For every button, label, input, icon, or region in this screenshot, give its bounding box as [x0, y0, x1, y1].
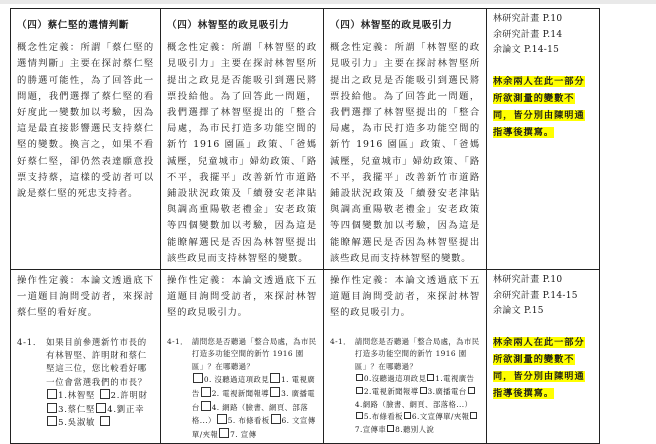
option-label: 7. 宣傳	[230, 429, 257, 439]
checkbox-icon[interactable]	[47, 416, 57, 426]
cell-cai-concept	[11, 9, 161, 270]
option-label: 4.網路（臉書、網頁、部落格...）	[354, 399, 473, 409]
cell-references	[487, 270, 600, 444]
highlighted-note: 林余兩人在此一部分所欲測量的變數不同，皆分別由陳明通指導後撰寫。	[493, 75, 585, 139]
answer-options	[46, 389, 154, 429]
concept-definition: 概念性定義：所謂「林智堅的政見吸引力」主要在探討林智堅所提出之政見是否能吸引到選民將票投給他。為了回答此一問題，我們選擇了林智堅提出的「整合局處，為市民打造多功能空間的新竹 1916 園區」政策、「爸媽減壓，兒童城市」婦幼政策、「路不平，我擺平」改善新竹市道路鋪設狀況政策及「續發安老津貼與調高重陽敬老禮金」安老政策等四個變數加以考驗，因為這是能瞭解選民是否因為林智堅提出該些政見而支持林智堅的變數。	[167, 42, 317, 264]
checkbox-icon[interactable]	[387, 425, 394, 432]
option-label: 2. 電視新聞報導	[211, 389, 270, 399]
checkbox-icon[interactable]	[100, 416, 110, 426]
option-label: 5.吳淑敏	[58, 417, 96, 428]
question-number: 4-1．	[167, 336, 188, 346]
option-label: 1.電視廣告	[435, 374, 475, 384]
cell-lin-concept	[161, 9, 324, 270]
option-label: 0.沒聽過這項政見	[363, 374, 427, 384]
operational-definition: 操作性定義：本論文透過底下五道題目詢問受訪者，來探討林智堅的政見吸引力。	[167, 275, 317, 319]
answer-options	[192, 373, 317, 441]
option-label: 1. 電視廣告	[191, 375, 316, 399]
cell-lin-operational	[161, 270, 324, 444]
option-label: 3.廣播電台	[427, 387, 467, 397]
option-label: 4.劉正幸	[107, 403, 145, 414]
operational-definition: 操作性定義：本論文透過底下五道題目詢問受訪者，來探討林智堅的政見吸引力。	[330, 275, 480, 319]
option-label: 6.文宣傳單/夾報	[411, 412, 470, 422]
checkbox-icon[interactable]	[96, 403, 106, 413]
option-label: 3. 廣播電台	[191, 389, 316, 412]
survey-question	[167, 336, 317, 442]
reference-line: 林研究計畫 P.10	[493, 275, 563, 286]
checkbox-icon[interactable]	[404, 412, 411, 419]
question-text: 如果目前參選新竹市長的有林智堅、許明財和蔡仁堅這三位，您比較看好哪一位會當選我們的市長？	[46, 336, 147, 387]
question-text: 請問您是否聽過「整合局處，為市民打造多功能空間的新竹 1916 園區」？在哪聽過？	[354, 336, 480, 371]
reference-line: 林研究計畫 P.10	[493, 14, 563, 24]
checkbox-icon[interactable]	[356, 387, 363, 394]
option-label: 6. 文宣傳單/夾報	[191, 416, 316, 439]
checkbox-icon[interactable]	[193, 373, 203, 383]
survey-question	[330, 336, 480, 437]
page-top-band	[0, 0, 656, 4]
reference-line: 余研究計畫 P.14-15	[493, 290, 578, 301]
question-text: 請問您是否聽過「整合局處，為市民打造多功能空間的新竹 1916 園區」？在哪聽過？	[191, 336, 317, 371]
checkbox-icon[interactable]	[100, 389, 110, 399]
section-title: （四）林智堅的政見吸引力	[330, 20, 453, 31]
operational-definition: 操作性定義：本論文透過底下一道題目詢問受訪者，來探討蔡仁堅的看好度。	[17, 275, 154, 319]
option-label: 0. 沒聽過這項政見	[203, 375, 270, 385]
concept-definition: 概念性定義：所謂「蔡仁堅的選情判斷」主要在探討蔡仁堅的勝選可能性，為了回答此一問題，我們選擇了蔡仁堅的看好度此一變數加以考驗，因為這是最直接影響選民支持蔡仁堅的變數。換言之，如果不看好蔡仁堅，卻仍然表達願意投票支持蔡，這樣的受訪者可以說是蔡仁堅的死忠支持者。	[17, 42, 154, 200]
survey-question	[17, 336, 154, 430]
cell-cai-operational	[11, 270, 161, 444]
cell-yu-operational	[324, 270, 487, 444]
checkbox-icon[interactable]	[201, 401, 211, 411]
answer-options	[355, 373, 480, 436]
table-row	[11, 270, 600, 444]
cell-references	[487, 9, 600, 270]
concept-definition: 概念性定義：所謂「林智堅的政見吸引力」主要在探討林智堅所提出之政見是否能吸引到選民將票投給他。為了回答此一問題，我們選擇了林智堅提出的「整合局處，為市民打造多功能空間的新竹 1916 園區」政策、「爸媽減壓，兒童城市」婦幼政策、「路不平，我擺平」改善新竹市道路鋪設狀況政策及「續發安老津貼與調高重陽敬老禮金」安老政策等四個變數加以考驗，因為這是能瞭解選民是否因為林智堅提出該些政見而支持林智堅的變數。	[330, 42, 480, 264]
option-label: 1.林智堅	[58, 390, 96, 401]
reference-line: 余論文 P.14-15	[493, 45, 560, 55]
checkbox-icon[interactable]	[201, 387, 211, 397]
checkbox-icon[interactable]	[217, 414, 227, 424]
checkbox-icon[interactable]	[427, 374, 434, 381]
option-label: 2.電視新聞報導	[363, 387, 419, 397]
option-label: 5.布條看板	[363, 412, 403, 422]
reference-line: 余論文 P.15	[493, 306, 544, 317]
option-label: 5. 布條看板	[227, 416, 270, 426]
checkbox-icon[interactable]	[470, 412, 477, 419]
checkbox-icon[interactable]	[271, 414, 281, 424]
section-title: （四）林智堅的政見吸引力	[167, 20, 290, 31]
highlighted-note: 林余兩人在此一部分所欲測量的變數不同，皆分別由陳明通指導後撰寫。	[493, 336, 585, 400]
checkbox-icon[interactable]	[47, 403, 57, 413]
option-label: 2.許明財	[110, 390, 148, 401]
question-number: 4-1．	[330, 336, 351, 346]
checkbox-icon[interactable]	[219, 428, 229, 438]
table-row	[11, 9, 600, 270]
cell-yu-concept	[324, 9, 487, 270]
checkbox-icon[interactable]	[356, 412, 363, 419]
comparison-table	[10, 8, 600, 444]
checkbox-icon[interactable]	[356, 374, 363, 381]
option-label: 8.聽別人說	[395, 424, 435, 434]
reference-line: 余研究計畫 P.14	[493, 29, 563, 40]
checkbox-icon[interactable]	[270, 387, 280, 397]
checkbox-icon[interactable]	[468, 387, 475, 394]
option-label: 3.蔡仁堅	[58, 403, 96, 414]
section-title: （四）蔡仁堅的選情判斷	[17, 20, 130, 31]
option-label: 4. 網路（臉書、網頁、部落格...）	[191, 402, 309, 426]
checkbox-icon[interactable]	[47, 389, 57, 399]
option-label: 7.宣傳車	[354, 424, 387, 434]
checkbox-icon[interactable]	[420, 387, 427, 394]
question-number: 4-1．	[17, 336, 43, 347]
checkbox-icon[interactable]	[270, 373, 280, 383]
